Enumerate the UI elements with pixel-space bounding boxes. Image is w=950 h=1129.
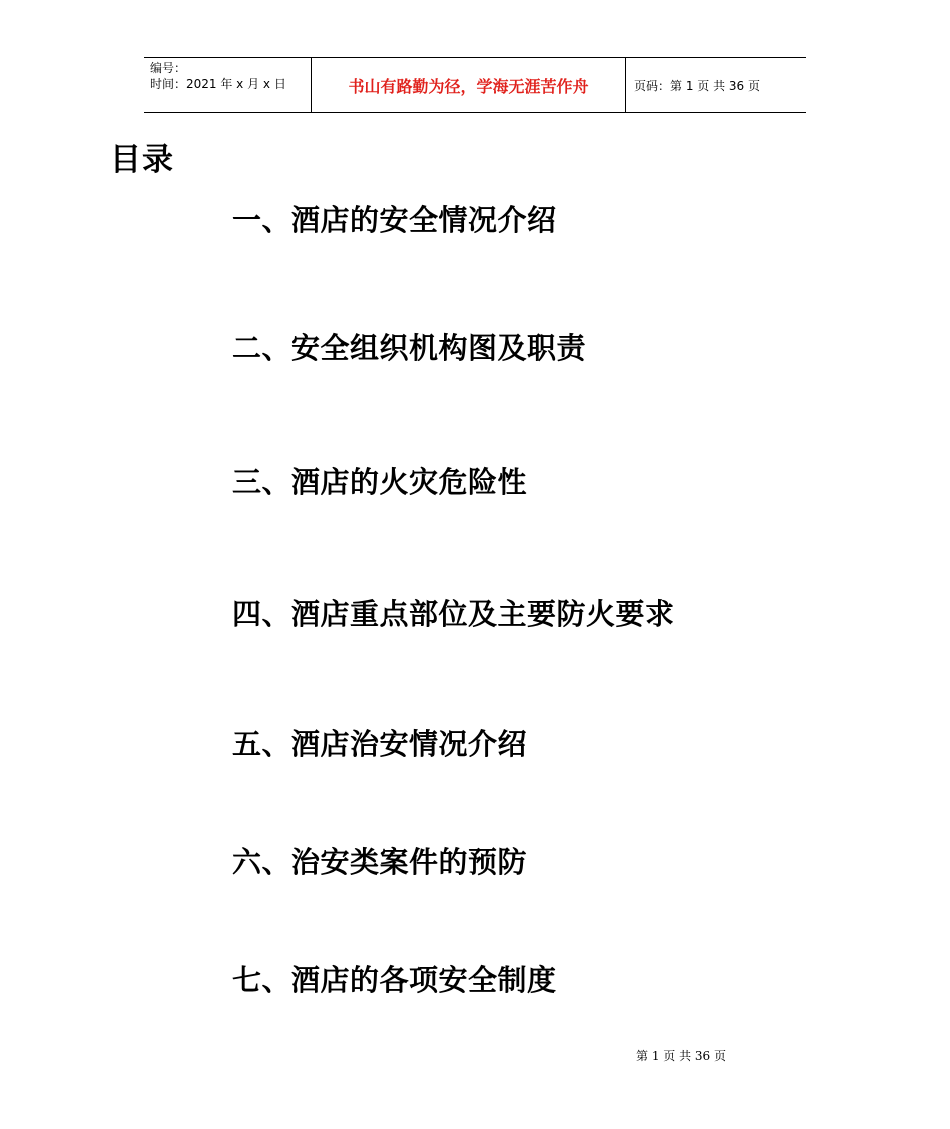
number-label: 编号： (150, 61, 187, 75)
time-label: 时间：2021 年 x 月 x 日 (150, 77, 286, 91)
header-meta-cell (144, 58, 312, 112)
toc-item-5: 五、酒店治安情况介绍 (232, 727, 528, 761)
toc-item-3: 三、酒店的火灾危险性 (232, 465, 528, 499)
document-header (144, 57, 806, 113)
header-page-cell (626, 58, 806, 112)
toc-item-1: 一、酒店的安全情况介绍 (232, 203, 557, 237)
toc-title: 目录 (110, 142, 174, 178)
toc-item-6: 六、治安类案件的预防 (232, 845, 528, 879)
toc-item-2: 二、安全组织机构图及职责 (232, 331, 587, 365)
footer-page-number: 第 1 页 共 36 页 (636, 1049, 726, 1063)
header-motto-cell (312, 58, 626, 112)
motto-text: 书山有路勤为径，学海无涯苦作舟 (348, 76, 589, 96)
header-page-info: 页码：第 1 页 共 36 页 (634, 78, 760, 93)
toc-item-4: 四、酒店重点部位及主要防火要求 (232, 597, 675, 631)
toc-item-7: 七、酒店的各项安全制度 (232, 963, 557, 997)
